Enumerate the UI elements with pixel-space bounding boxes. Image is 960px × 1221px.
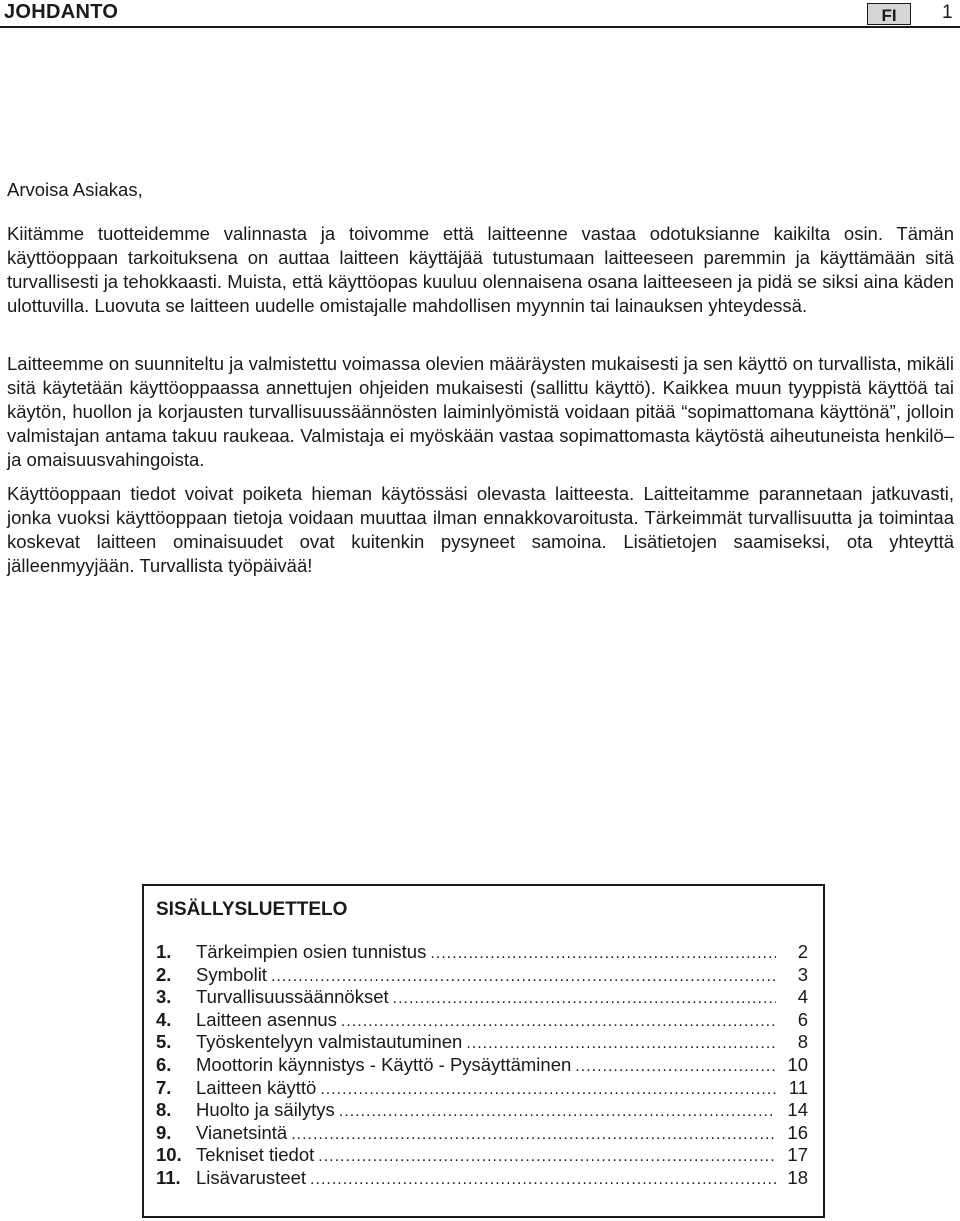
toc-item[interactable] (156, 1077, 808, 1100)
toc-item-page: 3 (797, 963, 808, 985)
paragraph-changes: Käyttöoppaan tiedot voivat poiketa hieman käytössäsi olevasta laitteesta. Laitteitamme parannetaan jatkuvasti, jonka vuoksi käyttöoppaan tietoja voidaan muuttaa ilman ennakkovaroitusta. Tärkeimmät turvallisuutta ja toimintaa koskevat laitteen ominaisuudet ovat kuitenkin pysyneet samoina. Lisätietojen saamiseksi, ota yhteyttä jälleenmyyjään. Turvallista työpäivää! (7, 483, 954, 576)
page-header (0, 0, 960, 30)
toc-item-number: 2. (156, 963, 172, 985)
toc-item-page: 8 (797, 1031, 808, 1053)
toc-title: SISÄLLYSLUETTELO (156, 899, 348, 920)
toc-item-number: 9. (156, 1121, 172, 1143)
toc-item-page: 17 (787, 1144, 808, 1166)
toc-item[interactable] (156, 964, 808, 987)
header-rule (0, 26, 960, 28)
toc-leader-dots (341, 1011, 776, 1034)
toc-item[interactable] (156, 1167, 808, 1190)
toc-item-number: 3. (156, 986, 172, 1008)
toc-item-page: 14 (787, 1099, 808, 1121)
toc-item-label: Huolto ja säilytys (196, 1099, 335, 1121)
toc-item[interactable] (156, 1031, 808, 1054)
toc-leader-dots (318, 1146, 776, 1169)
toc-item-number: 7. (156, 1076, 172, 1098)
toc-item[interactable] (156, 1009, 808, 1032)
toc-leader-dots (393, 988, 776, 1011)
toc-item[interactable] (156, 1122, 808, 1145)
toc-item-page: 6 (797, 1008, 808, 1030)
toc-item-label: Lisävarusteet (196, 1166, 307, 1188)
toc-item-page: 2 (797, 941, 808, 962)
toc-item[interactable] (156, 1144, 808, 1167)
toc-item[interactable] (156, 1099, 808, 1122)
toc-item[interactable] (156, 1054, 808, 1077)
toc-item-page: 18 (787, 1166, 808, 1188)
toc-item-number: 5. (156, 1031, 172, 1053)
toc-leader-dots (339, 1101, 776, 1124)
paragraph-thanks: Kiitämme tuotteidemme valinnasta ja toivomme että laitteenne vastaa odotuksianne kaikilta osin. Tämän käyttöoppaan tarkoituksena on auttaa laitteen käyttäjää tutustumaan laitteeseen paremmin ja käyttämään sitä turvallisesti ja tehokkaasti. Muista, että käyttöopas kuuluu olennaisena osana laitteeseen ja pidä se siksi aina käden ulottuvilla. Luovuta se laitteen uudelle omistajalle mahdollisen myynnin tai lainauksen yhteydessä. (7, 223, 954, 316)
toc-leader-dots (430, 943, 776, 966)
paragraph-safety: Laitteemme on suunniteltu ja valmistettu voimassa olevien määräysten mukaisesti ja sen käyttö on turvallista, mikäli sitä käytetään käyttöoppaassa annettujen ohjeiden mukaisesti (sallittu käyttö). Kaikkea muun tyyppistä käyttöä tai käytön, huollon ja korjausten turvallisuussäännösten laiminlyömistä voidaan pitää “sopimattomana käyttönä”, jolloin valmistajan antama takuu raukeaa. Valmistaja ei myöskään vastaa sopimattomasta käytöstä aiheutuneista henkilö– ja omaisuusvahingoista. (7, 353, 955, 470)
toc-item-number: 10. (156, 1144, 182, 1166)
toc-leader-dots (320, 1079, 776, 1102)
toc-item-label: Turvallisuussäännökset (196, 986, 389, 1008)
toc-item-number: 11. (156, 1166, 181, 1188)
language-badge: FI (867, 3, 911, 25)
toc-item[interactable] (156, 941, 808, 964)
toc-item-label: Moottorin käynnistys - Käyttö - Pysäyttäminen (196, 1053, 572, 1075)
toc-item-page: 11 (788, 1076, 808, 1098)
toc-item[interactable] (156, 986, 808, 1009)
section-title: JOHDANTO (4, 1, 119, 23)
toc-item-label: Laitteen käyttö (196, 1076, 317, 1098)
toc-item-number: 4. (156, 1008, 172, 1030)
toc-leader-dots (466, 1033, 776, 1056)
toc-item-label: Työskentelyyn valmistautuminen (196, 1031, 463, 1053)
greeting: Arvoisa Asiakas, (7, 179, 143, 200)
toc-item-page: 16 (787, 1121, 808, 1143)
toc-item-number: 6. (156, 1053, 172, 1075)
toc-item-page: 10 (787, 1053, 808, 1075)
toc-item-label: Tekniset tiedot (196, 1144, 315, 1166)
toc-leader-dots (271, 966, 776, 989)
table-of-contents (142, 884, 825, 1218)
page-number: 1 (942, 2, 953, 23)
toc-leader-dots (575, 1056, 776, 1079)
toc-item-number: 1. (156, 941, 172, 962)
toc-item-number: 8. (156, 1099, 172, 1121)
toc-item-label: Vianetsintä (196, 1121, 288, 1143)
toc-item-page: 4 (797, 986, 808, 1008)
toc-item-label: Tärkeimpien osien tunnistus (196, 941, 427, 962)
toc-leader-dots (291, 1124, 776, 1147)
toc-item-label: Symbolit (196, 963, 267, 985)
toc-leader-dots (310, 1169, 776, 1192)
toc-item-label: Laitteen asennus (196, 1008, 337, 1030)
toc-list (156, 941, 808, 1190)
